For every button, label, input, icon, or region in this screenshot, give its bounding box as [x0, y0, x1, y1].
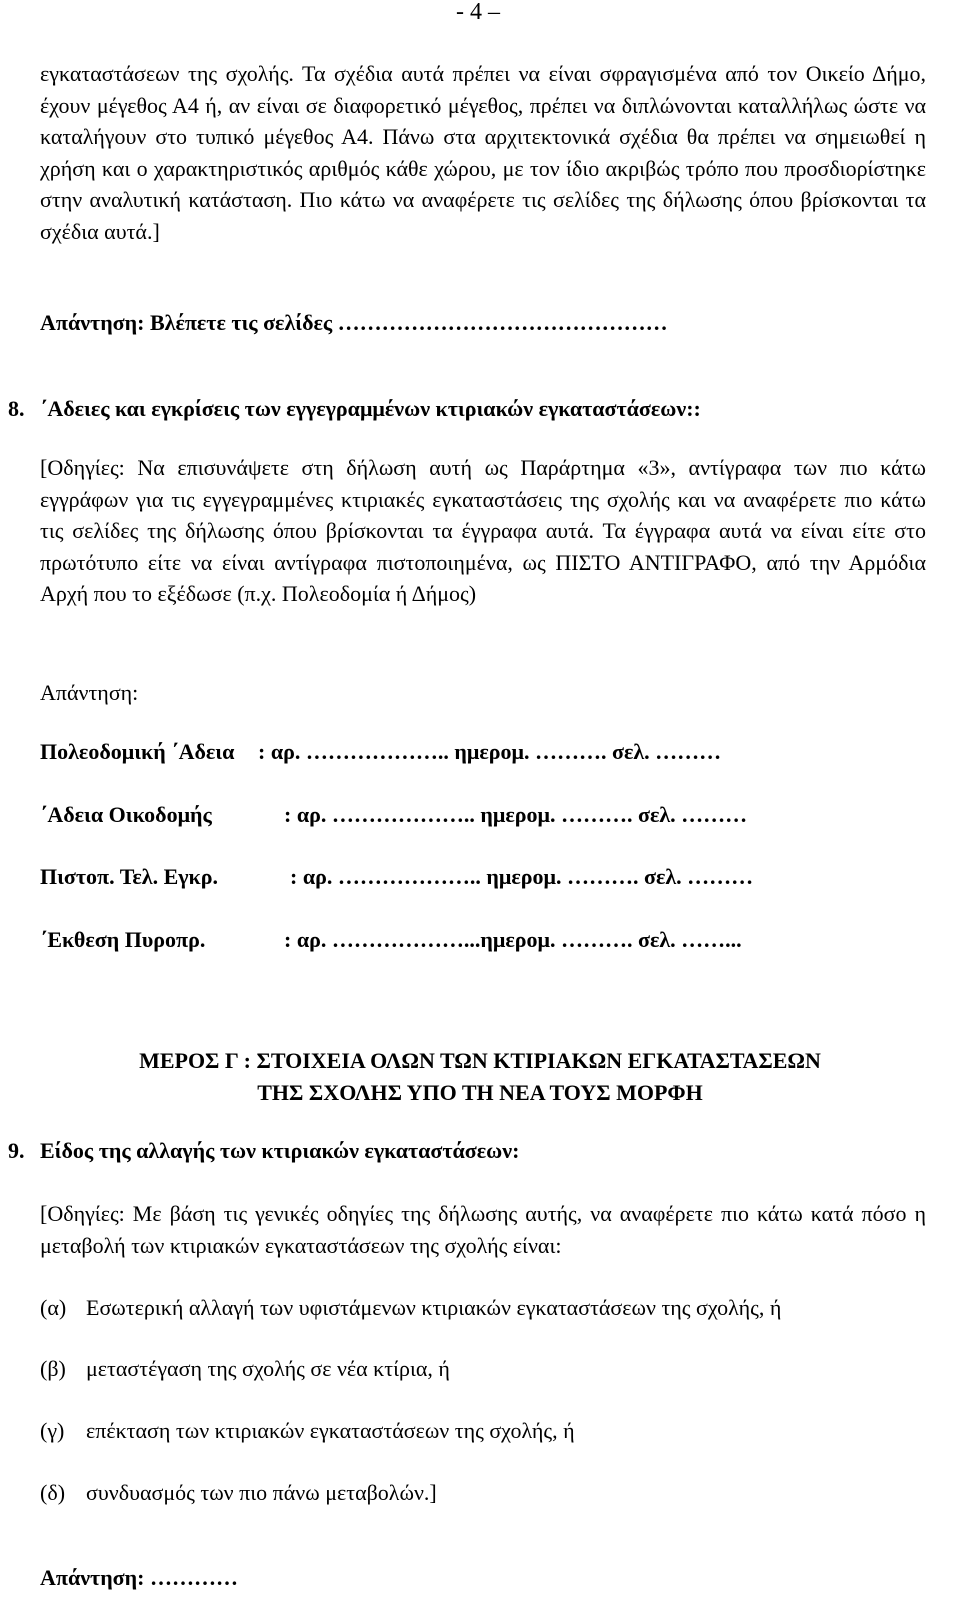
option-item — [40, 1295, 781, 1321]
permit-label: Πιστοπ. Τελ. Εγκρ. — [40, 864, 219, 889]
section-9-number: 9. — [8, 1138, 25, 1163]
option-mark: (δ) — [40, 1480, 66, 1505]
section-9-instructions: [Οδηγίες: Με βάση τις γενικές οδηγίες της δήλωσης αυτής, να αναφέρετε πιο κάτω κατά πόσο η μεταβολή των κτιριακών εγκαταστάσεων της σχολής είναι: — [40, 1201, 926, 1258]
section-9-title: Είδος της αλλαγής των κτιριακών εγκαταστάσεων: — [40, 1138, 520, 1163]
option-text: συνδυασμός των πιο πάνω μεταβολών.] — [86, 1480, 437, 1505]
part-c-title-line-1: ΜΕΡΟΣ Γ : ΣΤΟΙΧΕΙΑ ΟΛΩΝ ΤΩΝ ΚΤΙΡΙΑΚΩΝ ΕΓΚΑΤΑΣΤΑΣΕΩΝ — [139, 1048, 821, 1073]
intro-paragraph: εγκαταστάσεων της σχολής. Τα σχέδια αυτά πρέπει να είναι σφραγισμένα από τον Οικείο Δήμο, έχουν μέγεθος Α4 ή, αν είναι σε διαφορετικό μέγεθος, πρέπει να διπλώνονται καταλλήλως ώστε να καταλήγουν στο τυπικό μέγεθος Α4. Πάνω στα αρχιτεκτονικά σχέδια θα πρέπει να σημειωθεί η χρήση και ο χαρακτηριστικός αριθμός κάθε χώρου, με τον ίδιο ακριβώς τρόπο που προσδιορίστηκε στην αναλυτική κατάσταση. Πιο κάτω να αναφέρετε τις σελίδες της δήλωσης όπου βρίσκονται τα σχέδια αυτά.] — [40, 61, 926, 244]
option-mark: (α) — [40, 1295, 67, 1320]
option-item — [40, 1418, 575, 1444]
permit-label: ΄Αδεια Οικοδομής — [40, 802, 212, 827]
section-8-instructions: [Οδηγίες: Να επισυνάψετε στη δήλωση αυτή ως Παράρτημα «3», αντίγραφα των πιο κάτω εγγράφων για τις εγγεγραμμένες κτιριακές εγκαταστάσεις της σχολής και να αναφέρετε πιο κάτω τις σελίδες της δήλωσης όπου βρίσκονται τα έγγραφα αυτά. Τα έγγραφα αυτά να είναι είτε στο πρωτότυπο είτε να είναι αντίγραφα πιστοποιημένα, ως ΠΙΣΤΟ ΑΝΤΙΓΡΑΦΟ, από την Αρμόδια Αρχή που το εξέδωσε (π.χ. Πολεοδομία ή Δήμος) — [40, 455, 926, 606]
option-text: μεταστέγαση της σχολής σε νέα κτίρια, ή — [86, 1356, 450, 1381]
option-text: Εσωτερική αλλαγή των υφιστάμενων κτιριακών εγκαταστάσεων της σχολής, ή — [86, 1295, 782, 1320]
section-8-answer-label: Απάντηση: — [40, 680, 139, 705]
section-8-number: 8. — [8, 396, 25, 421]
permit-fields: : αρ. ………………...ημερομ. ………. σελ. ……... — [284, 927, 742, 952]
permit-label: Πολεοδομική ΄Αδεια — [40, 739, 235, 764]
option-mark: (β) — [40, 1356, 66, 1381]
page-number: - 4 – — [456, 0, 500, 25]
permit-fields: : αρ. ……………….. ημερομ. ………. σελ. ……… — [258, 739, 722, 764]
section-8-heading — [8, 396, 701, 422]
part-c-title — [40, 1045, 920, 1109]
permit-label: ΄Εκθεση Πυροπρ. — [40, 927, 206, 952]
option-mark: (γ) — [40, 1418, 65, 1443]
section-8-title: ΄Αδειες και εγκρίσεις των εγγεγραμμένων κτιριακών εγκαταστάσεων:: — [40, 396, 701, 421]
part-c-title-line-2: ΤΗΣ ΣΧΟΛΗΣ ΥΠΟ ΤΗ ΝΕΑ ΤΟΥΣ ΜΟΡΦΗ — [257, 1080, 703, 1105]
option-text: επέκταση των κτιριακών εγκαταστάσεων της σχολής, ή — [86, 1418, 575, 1443]
option-item — [40, 1356, 450, 1382]
option-item — [40, 1480, 437, 1506]
answer-pages-line: Απάντηση: Βλέπετε τις σελίδες ……………………………………… — [40, 310, 668, 335]
section-9-heading — [8, 1138, 520, 1164]
section-9-answer: Απάντηση: ………… — [40, 1565, 238, 1590]
permit-fields: : αρ. ……………….. ημερομ. ………. σελ. ……… — [290, 864, 754, 889]
permit-fields: : αρ. ……………….. ημερομ. ………. σελ. ……… — [284, 802, 748, 827]
